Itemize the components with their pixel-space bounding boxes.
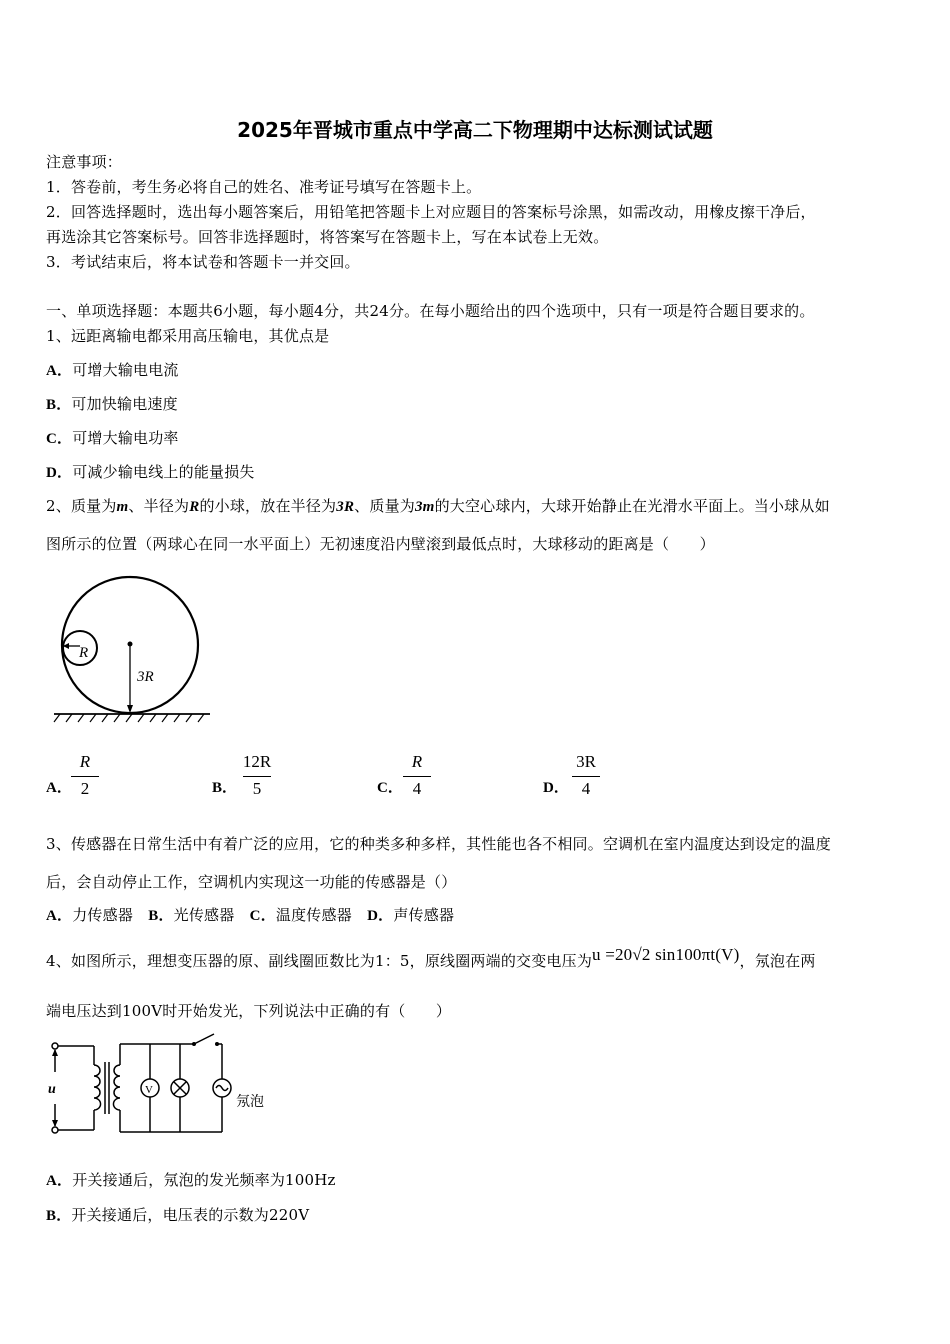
q1-option-b	[46, 394, 178, 415]
q3-stem: 3、传感器在日常生活中有着广泛的应用，它的种类多种多样，其性能也各不相同。空调机在室内温度达到设定的温度	[46, 835, 831, 853]
option-label: A．	[46, 908, 73, 924]
var-m: m	[116, 499, 129, 515]
denominator: 4	[581, 779, 591, 798]
q2-choice-a	[65, 752, 105, 801]
option-label: B．	[46, 397, 72, 413]
option-label: D．	[46, 465, 73, 481]
q2-choice-b	[237, 752, 277, 801]
q4-option-a	[46, 1170, 336, 1191]
option-label: A．	[46, 1173, 73, 1189]
numerator: 3R	[576, 752, 596, 771]
q2-choice-c-label: C．	[377, 780, 403, 796]
q2-stem	[46, 496, 830, 517]
option-label: A．	[46, 363, 73, 379]
q1-option-d	[46, 462, 255, 483]
text: 2、质量为	[46, 497, 117, 515]
notice-heading: 注意事项：	[46, 153, 123, 171]
var-3r: 3R	[336, 499, 355, 515]
q4-stem-line2: 端电压达到100V时开始发光，下列说法中正确的有（ ）	[46, 1002, 452, 1020]
notice-item: 3．考试结束后，将本试卷和答题卡一并交回。	[46, 253, 360, 271]
numerator: R	[411, 752, 423, 771]
q2-choice-a-label: A．	[46, 780, 72, 796]
q3-stem-line2: 后，会自动停止工作，空调机内实现这一功能的传感器是（）	[46, 873, 457, 891]
var-r: R	[189, 499, 200, 515]
page-title: 2025年晋城市重点中学高二下物理期中达标测试试题	[237, 118, 713, 142]
text: 、半径为	[128, 497, 190, 515]
voltmeter-label: V	[145, 1084, 153, 1096]
secondary-coil	[113, 1065, 120, 1110]
text: 4、如图所示，理想变压器的原、副线圈匝数比为1：5，原线圈两端的交变电压为	[46, 952, 593, 970]
numerator: R	[79, 752, 91, 771]
option-text: 可减少输电线上的能量损失	[72, 463, 255, 481]
option-label: C．	[46, 431, 73, 447]
neon-label: 氖泡	[236, 1094, 264, 1110]
option-text: 光传感器	[173, 906, 235, 924]
option-label: D．	[367, 908, 394, 924]
numerator: 12R	[242, 752, 272, 771]
q2-figure-spheres	[50, 570, 215, 730]
primary-coil	[94, 1065, 101, 1110]
q2-choice-d	[566, 752, 606, 801]
q2-choice-c	[397, 752, 437, 801]
q1-option-a	[46, 360, 179, 381]
small-radius-label: R	[79, 645, 89, 661]
q4-stem	[46, 945, 816, 971]
text: ，氖泡在两	[739, 952, 816, 970]
option-text: 可增大输电电流	[72, 361, 179, 379]
q2-stem-line2: 图所示的位置（两球心在同一水平面上）无初速度沿内壁滚到最低点时，大球移动的距离是（ ）	[46, 535, 715, 553]
q2-choice-d-label: D．	[543, 780, 569, 796]
q3-options	[46, 905, 454, 926]
option-text: 可加快输电速度	[71, 395, 178, 413]
q1-option-c	[46, 428, 179, 449]
denominator: 2	[80, 779, 90, 798]
ground-hatch	[54, 714, 204, 722]
option-text: 开关接通后，氖泡的发光频率为100Hz	[72, 1171, 336, 1189]
q4-figure-circuit	[44, 1030, 279, 1140]
section-heading: 一、单项选择题：本题共6小题，每小题4分，共24分。在每小题给出的四个选项中，只有一项是符合题目要求的。	[46, 302, 815, 320]
option-text: 可增大输电功率	[72, 429, 179, 447]
text: 、质量为	[354, 497, 415, 515]
voltage-formula: u =20√2 sin100πt(V)	[592, 945, 740, 964]
option-label: B．	[148, 908, 174, 924]
option-text: 温度传感器	[275, 906, 352, 924]
q1-stem: 1、远距离输电都采用高压输电，其优点是	[46, 327, 330, 345]
notice-item: 2．回答选择题时，选出每小题答案后，用铅笔把答题卡上对应题目的答案标号涂黑，如需改动，用橡皮擦干净后，	[46, 203, 816, 221]
denominator: 5	[252, 779, 262, 798]
var-3m: 3m	[414, 499, 435, 515]
option-label: B．	[46, 1208, 72, 1224]
notice-item: 再选涂其它答案标号。回答非选择题时，将答案写在答题卡上，写在本试卷上无效。	[46, 228, 609, 246]
q4-option-b	[46, 1205, 309, 1226]
option-text: 声传感器	[393, 906, 455, 924]
option-text: 开关接通后，电压表的示数为220V	[71, 1206, 310, 1224]
q2-choice-b-label: B．	[212, 780, 238, 796]
denominator: 4	[412, 779, 422, 798]
notice-item: 1．答卷前，考生务必将自己的姓名、准考证号填写在答题卡上。	[46, 178, 482, 196]
switch	[194, 1034, 214, 1044]
voltage-label: u	[48, 1082, 56, 1097]
option-text: 力传感器	[72, 906, 134, 924]
option-label: C．	[249, 908, 276, 924]
text: 的大空心球内，大球开始静止在光滑水平面上。当小球从如	[434, 497, 830, 515]
text: 的小球，放在半径为	[199, 497, 337, 515]
large-radius-label: 3R	[137, 669, 154, 685]
